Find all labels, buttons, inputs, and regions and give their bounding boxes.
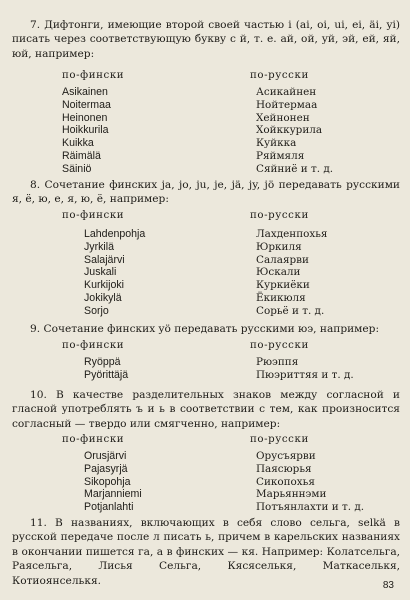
- section-9-finnish-list: [84, 356, 128, 382]
- finnish-name: Jyrkilä: [84, 240, 115, 253]
- finnish-name: Potjanlahti: [84, 501, 134, 514]
- section-9-header-finnish: по-фински: [62, 340, 125, 351]
- russian-name: Ёкикюля: [256, 291, 306, 304]
- russian-name: Нойтермаа: [256, 98, 318, 111]
- section-8-text: 8. Сочетание финских ja, jo, ju, je, jä, jy, jö передавать русскими я, ё, ю, е, я, ю, ё, например:: [12, 179, 400, 206]
- finnish-name: Heinonen: [62, 111, 108, 124]
- section-8-header-russian: по-русски: [250, 210, 309, 221]
- section-11-text: 11. В названиях, включающих в себя слово сельга, selkä в русской передаче после л писать ь, причем в карельских названиях в окончании пишется га, а в финских — кя. Например: Колатсельга, Раясельга, Лисья Сельга, Кясяселькя, Маткаселькя, Котиоянселькя.: [12, 517, 400, 587]
- section-8-header-finnish: по-фински: [62, 210, 125, 221]
- section-10-text: 10. В качестве разделительных знаков между согласной и гласной употреблять ъ и ь в соответствии с тем, как произносится согласный — твердо или смягченно, например:: [12, 389, 400, 430]
- section-7-finnish-list: [62, 86, 111, 176]
- russian-name: Паясюрья: [256, 462, 312, 475]
- finnish-name: Kurkijoki: [84, 279, 125, 292]
- russian-name: Сорьё и т. д.: [256, 304, 325, 317]
- finnish-name: Kuikka: [62, 137, 94, 150]
- russian-name: Сяйниё и т. д.: [256, 162, 334, 175]
- finnish-name: Säiniö: [62, 162, 92, 175]
- finnish-name: Marjanniemi: [84, 488, 142, 501]
- russian-name: Юскали: [256, 266, 301, 279]
- russian-name: Рюэппя: [256, 356, 299, 368]
- russian-name: Сикопохья: [256, 475, 315, 488]
- russian-name: Куйкка: [256, 137, 297, 150]
- section-10-header-russian: по-русски: [250, 434, 309, 445]
- finnish-name: Asikainen: [62, 86, 108, 98]
- russian-name: Потъянлахти и т. д.: [256, 501, 365, 514]
- russian-name: Асикайнен: [256, 86, 317, 98]
- section-7-header-russian: по-русски: [250, 70, 309, 81]
- section-9-header-russian: по-русски: [250, 340, 309, 351]
- russian-name: Лахденпохья: [256, 228, 328, 240]
- finnish-name: Pajasyrjä: [84, 462, 128, 475]
- finnish-name: Jokikylä: [84, 291, 122, 304]
- russian-name: Марьяннэми: [256, 488, 327, 501]
- section-8-russian-list: [256, 228, 327, 318]
- section-10-russian-list: [256, 450, 364, 514]
- finnish-name: Lahdenpohja: [84, 228, 146, 240]
- russian-name: Орусъярви: [256, 450, 316, 462]
- russian-name: Хейнонен: [256, 111, 310, 124]
- finnish-name: Ryöppä: [84, 356, 121, 368]
- russian-name: Салаярви: [256, 253, 309, 266]
- finnish-name: Noitermaa: [62, 98, 111, 111]
- finnish-name: Hoikkurila: [62, 124, 109, 137]
- section-7-text: 7. Дифтонги, имеющие второй своей частью i (ai, oi, ui, ei, äi, yi) писать через соответствующую букву с й, т. е. ай, ой, уй, эй, ей, яй, юй, например:: [12, 19, 400, 60]
- section-7-russian-list: [256, 86, 333, 176]
- russian-name: Пюэриттяя и т. д.: [256, 368, 354, 381]
- finnish-name: Sorjo: [84, 304, 109, 317]
- section-10-finnish-list: [84, 450, 142, 514]
- finnish-name: Juskali: [84, 266, 117, 279]
- section-8-finnish-list: [84, 228, 145, 318]
- russian-name: Юркиля: [256, 240, 302, 253]
- russian-name: Куркиёки: [256, 279, 310, 292]
- russian-name: Хойккурила: [256, 124, 323, 137]
- section-9-text: 9. Сочетание финских yö передавать русскими юэ, например:: [30, 323, 380, 335]
- finnish-name: Salajärvi: [84, 253, 125, 266]
- section-7-header-finnish: по-фински: [62, 70, 125, 81]
- russian-name: Ряймяля: [256, 149, 305, 162]
- page-number: 83: [382, 580, 394, 591]
- section-9-russian-list: [256, 356, 354, 382]
- finnish-name: Pyörittäjä: [84, 368, 129, 381]
- section-10-header-finnish: по-фински: [62, 434, 125, 445]
- finnish-name: Sikopohja: [84, 475, 131, 488]
- finnish-name: Räimälä: [62, 149, 101, 162]
- finnish-name: Orusjärvi: [84, 450, 127, 462]
